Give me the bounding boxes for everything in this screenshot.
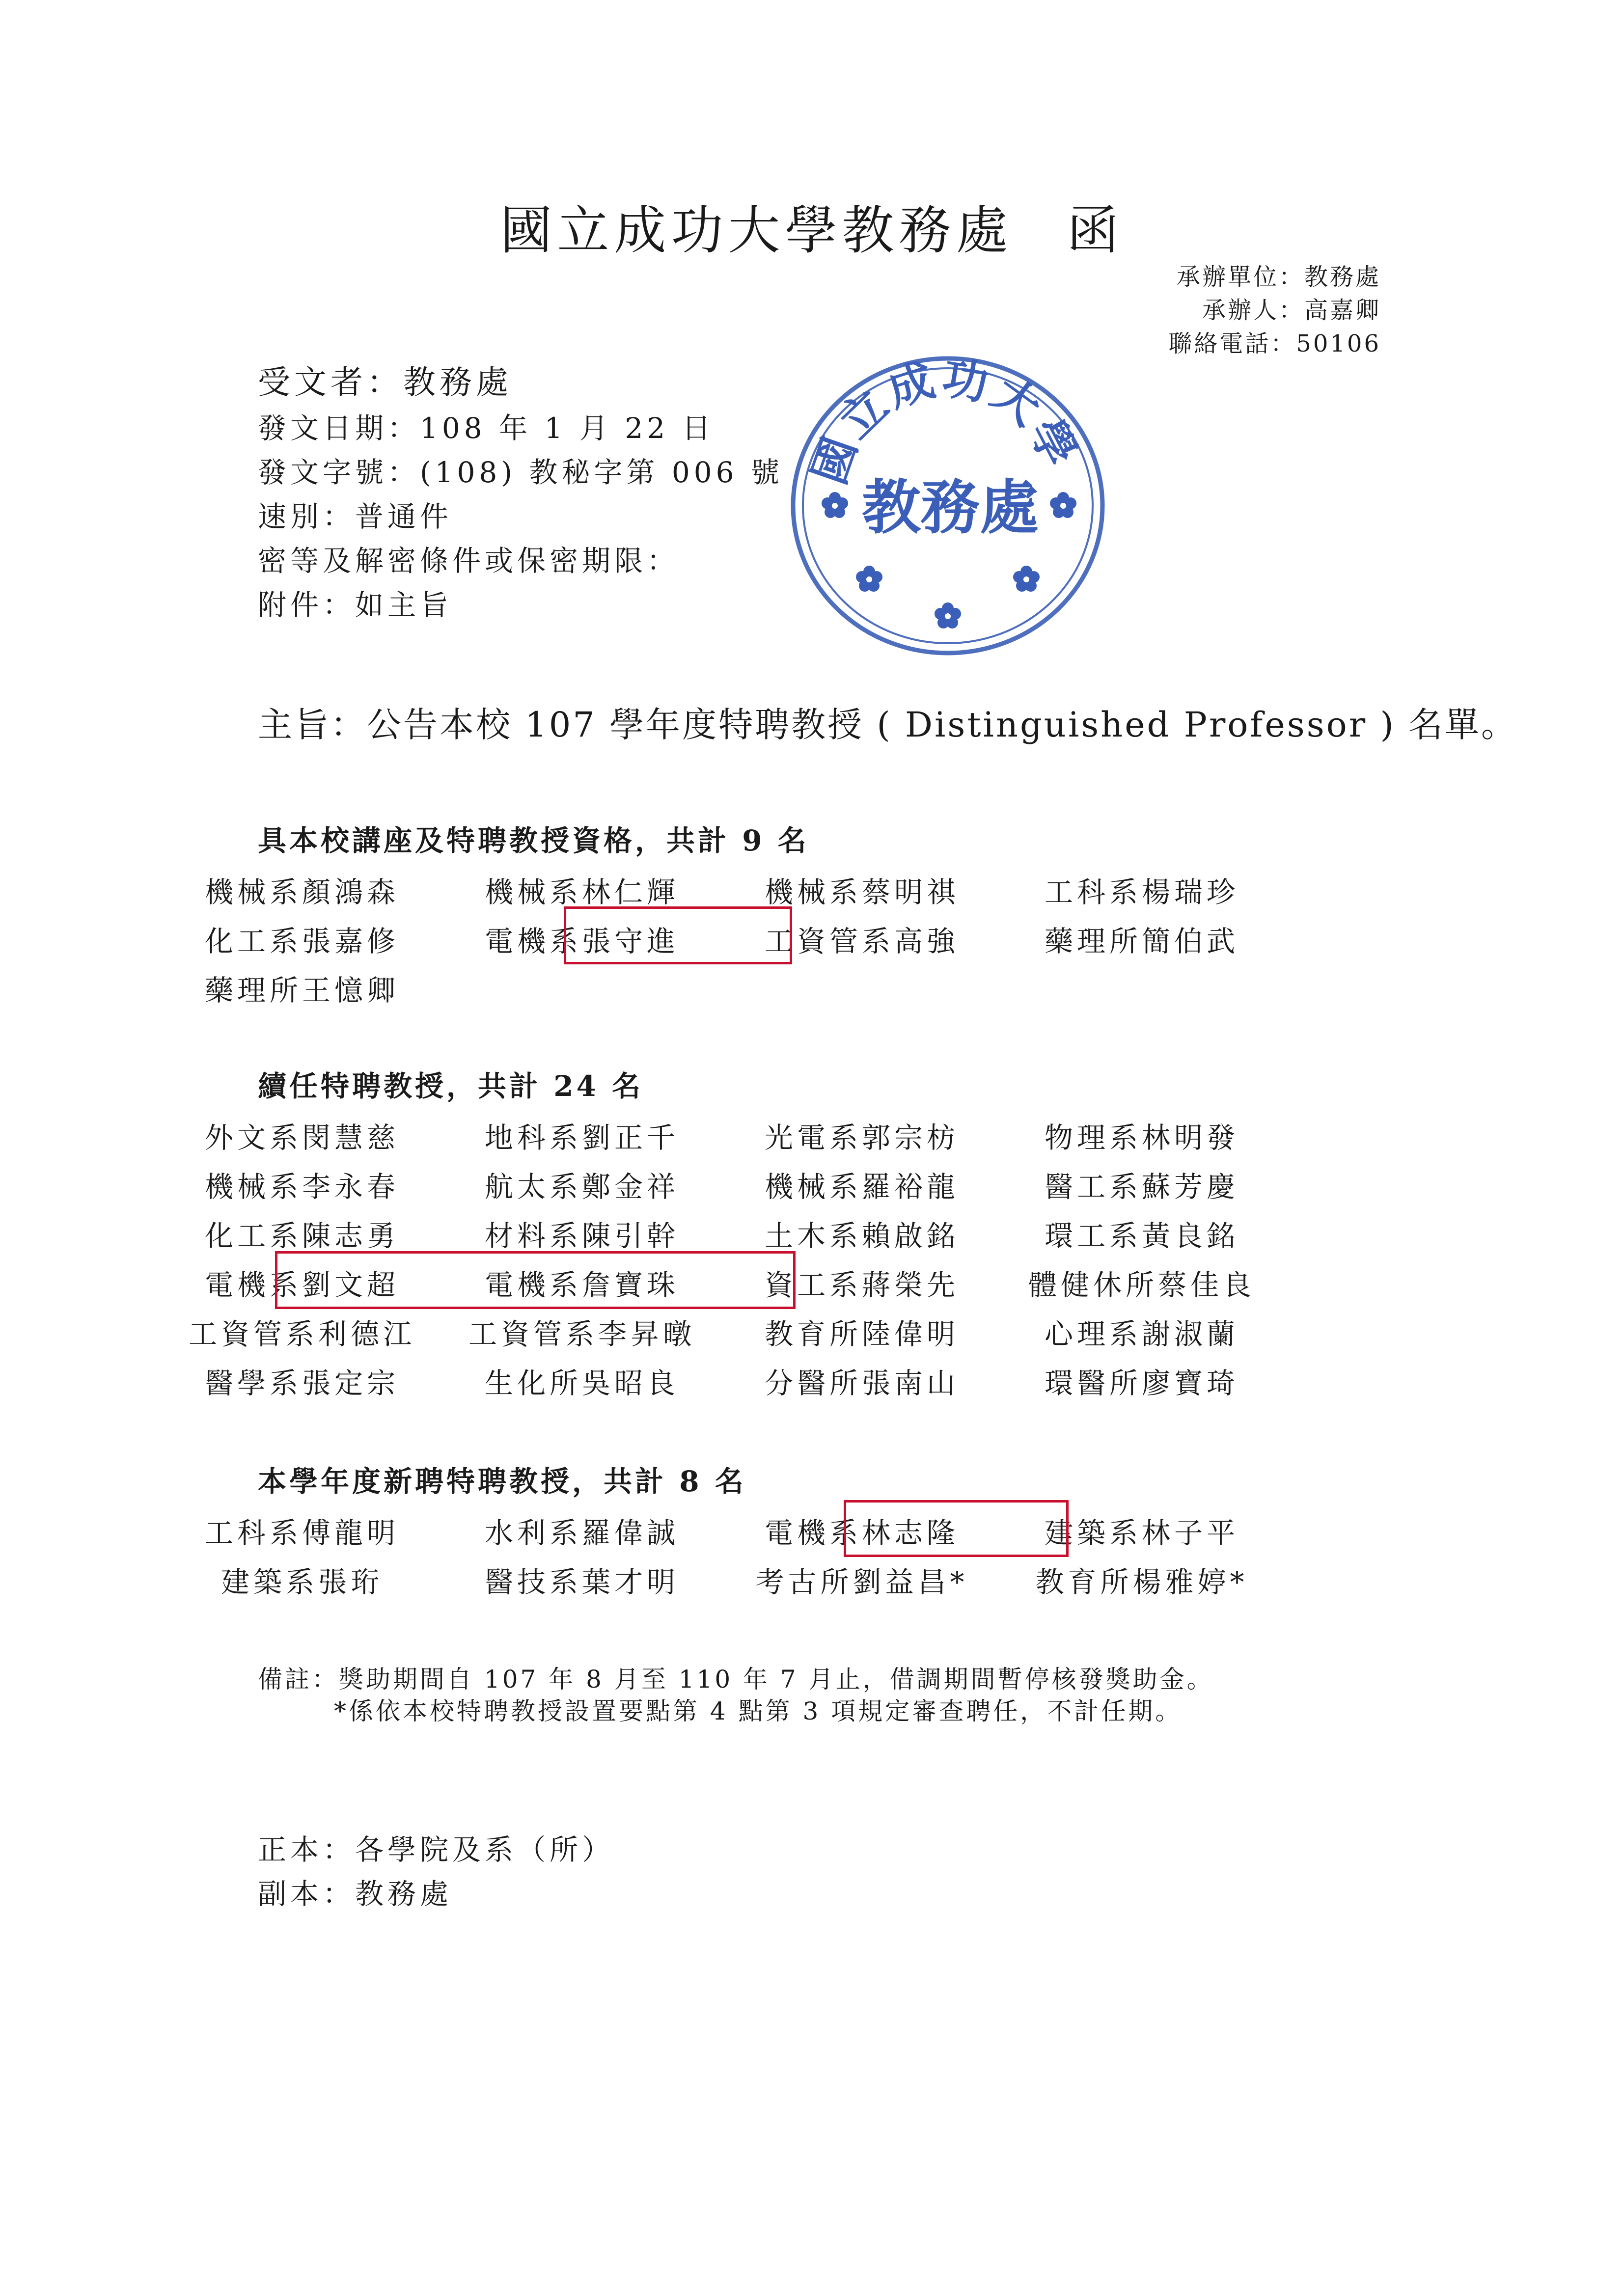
name-cell: 光電系郭宗枋: [764, 1121, 959, 1154]
handling-unit: 承辦單位：教務處: [1176, 263, 1381, 291]
note-footnote: *係依本校特聘教授設置要點第 4 點第 3 項規定審查聘任，不計任期。: [334, 1697, 1183, 1725]
name-cell: 機械系林仁輝: [484, 875, 679, 909]
name-cell: 電機系林志隆: [764, 1516, 959, 1550]
name-cell: 航太系鄭金祥: [484, 1170, 679, 1203]
name-cell: 土木系賴啟銘: [764, 1219, 959, 1253]
name-cell: 水利系羅偉誠: [484, 1516, 679, 1550]
name-cell: 工科系楊瑞珍: [1044, 875, 1239, 909]
handler: 承辦人：高嘉卿: [1202, 297, 1381, 324]
name-cell: 醫工系蘇芳慶: [1044, 1170, 1239, 1203]
name-cell: 生化所吳昭良: [484, 1367, 679, 1400]
name-cell: 電機系詹寶珠: [484, 1268, 679, 1302]
name-cell: 工科系傅龍明: [204, 1516, 399, 1550]
name-cell: 考古所劉益昌*: [755, 1565, 968, 1599]
name-cell: 機械系李永春: [204, 1170, 399, 1203]
name-cell: 藥理所王憶卿: [204, 974, 399, 1007]
note-line: 備註：獎助期間自 107 年 8 月至 110 年 7 月止，借調期間暫停核發獎助金。: [258, 1665, 1214, 1694]
highlight-box: [275, 1251, 796, 1309]
name-cell: 醫技系葉才明: [484, 1565, 679, 1599]
name-cell: 工資管系高強: [764, 925, 959, 958]
name-cell: 化工系張嘉修: [204, 925, 399, 958]
name-cell: 資工系蔣榮先: [764, 1268, 959, 1302]
contact-phone: 聯絡電話：50106: [1168, 330, 1381, 357]
name-cell: 地科系劉正千: [484, 1121, 679, 1154]
seal-top-text: 國立成功大學: [802, 351, 1088, 491]
name-cell: 電機系張守進: [484, 925, 679, 958]
highlight-box: [844, 1500, 1069, 1557]
name-cell: 材料系陳引幹: [484, 1219, 679, 1253]
letter-subject: 主旨：公告本校 107 學年度特聘教授 ( Distinguished Professor ) 名單。: [258, 705, 1518, 745]
copy-recipients: 副本：教務處: [258, 1877, 453, 1911]
name-cell: 環工系黃良銘: [1044, 1219, 1239, 1253]
name-cell: 機械系顏鴻森: [204, 875, 399, 909]
name-cell: 體健休所蔡佳良: [1028, 1268, 1255, 1302]
name-cell: 工資管系利德江: [188, 1317, 415, 1351]
name-cell: 教育所楊雅婷*: [1035, 1565, 1248, 1599]
seal-center-text: 教務處: [862, 473, 1039, 542]
name-cell: 藥理所簡伯武: [1044, 925, 1239, 958]
recipient: 受文者：教務處: [258, 363, 512, 401]
name-cell: 物理系林明發: [1044, 1121, 1239, 1154]
original-recipients: 正本：各學院及系（所）: [258, 1833, 615, 1866]
name-cell: 建築系林子平: [1044, 1516, 1239, 1550]
name-cell: 建築系張珩: [220, 1565, 383, 1599]
delivery-speed: 速別：普通件: [258, 500, 453, 533]
name-cell: 心理系謝淑蘭: [1044, 1317, 1239, 1351]
name-cell: 化工系陳志勇: [204, 1219, 399, 1253]
letter-title: [0, 189, 1624, 264]
name-cell: 環醫所廖寶琦: [1044, 1367, 1239, 1400]
attachment: 附件：如主旨: [258, 588, 453, 622]
secrecy-level: 密等及解密條件或保密期限：: [258, 544, 680, 577]
name-cell: 教育所陸偉明: [764, 1317, 959, 1351]
svg-text:國立成功大學: [802, 351, 1088, 491]
name-cell: 醫學系張定宗: [204, 1367, 399, 1400]
highlight-box: [564, 906, 792, 964]
name-cell: 外文系閔慧慈: [204, 1121, 399, 1154]
official-seal-stamp: [781, 344, 1115, 658]
name-cell: 電機系劉文超: [204, 1268, 399, 1302]
letter-form: 函: [1067, 200, 1124, 261]
section-heading-chair-professors: 具本校講座及特聘教授資格，共計 9 名: [258, 824, 809, 857]
name-cell: 分醫所張南山: [764, 1367, 959, 1400]
document-number: 發文字號：(108) 教秘字第 006 號: [258, 456, 783, 489]
section-heading-continuing-professors: 續任特聘教授，共計 24 名: [258, 1069, 644, 1103]
office-name: 國立成功大學教務處: [500, 200, 1013, 261]
name-cell: 機械系蔡明祺: [764, 875, 959, 909]
section-heading-new-professors: 本學年度新聘特聘教授，共計 8 名: [258, 1465, 746, 1498]
name-cell: 工資管系李昇暾: [468, 1317, 695, 1351]
issue-date: 發文日期：108 年 1 月 22 日: [258, 411, 715, 445]
name-cell: 機械系羅裕龍: [764, 1170, 959, 1203]
